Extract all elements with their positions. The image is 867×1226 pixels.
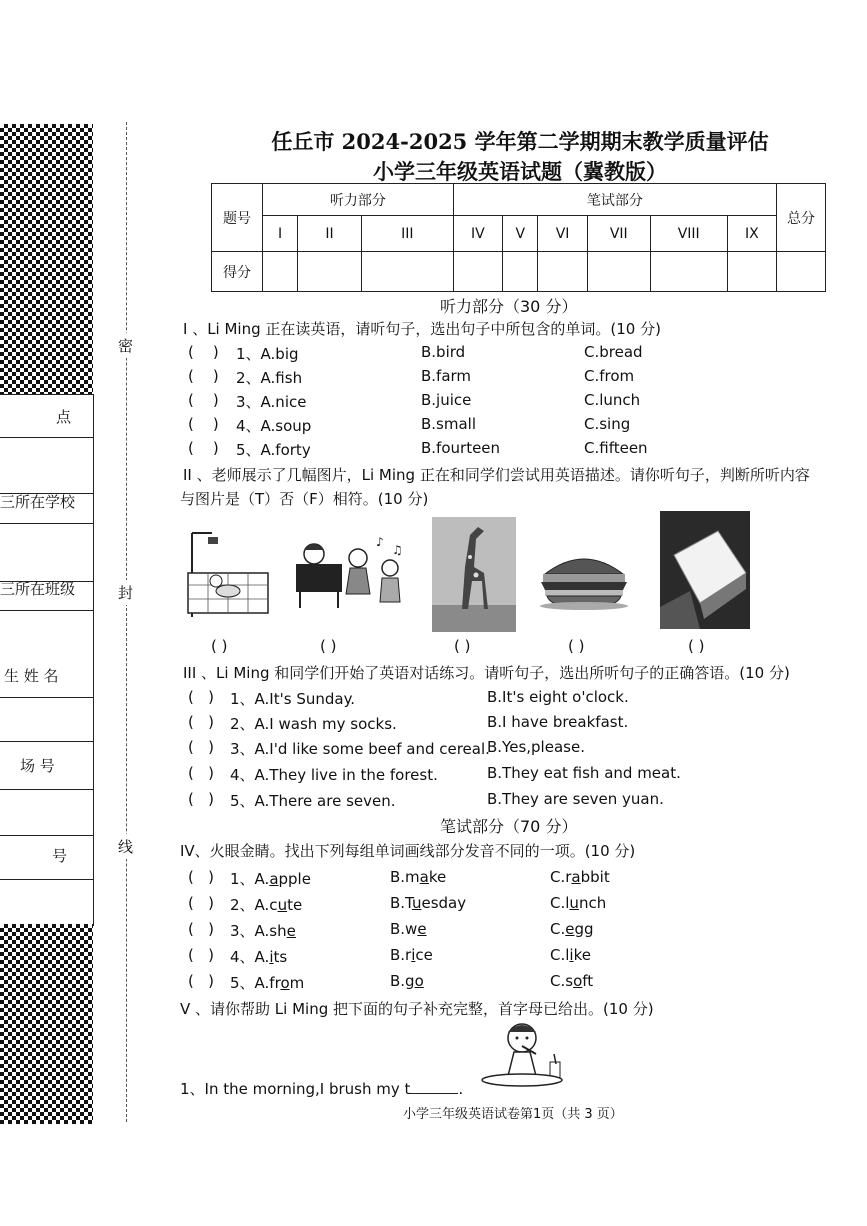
hamburger-picture bbox=[537, 540, 631, 612]
option-b: B.make bbox=[390, 868, 447, 886]
part2-instruction-line2: 与图片是（T）否（F）相符。(10 分) bbox=[180, 490, 429, 508]
option-b: B.They are seven yuan. bbox=[487, 790, 664, 808]
seal-char-feng: 封 bbox=[118, 580, 133, 605]
score-col-2: II bbox=[298, 216, 362, 252]
option-c: C.rabbit bbox=[550, 868, 610, 886]
list-item bbox=[188, 367, 219, 385]
score-cell[interactable] bbox=[650, 252, 727, 292]
score-cell[interactable] bbox=[361, 252, 453, 292]
option-c: C.lunch bbox=[584, 391, 641, 409]
student-info-box bbox=[0, 394, 94, 926]
score-cell[interactable] bbox=[587, 252, 650, 292]
part2-blank-4[interactable]: ( ) bbox=[568, 637, 585, 655]
part2-blank-5[interactable]: ( ) bbox=[688, 637, 705, 655]
answer-blank[interactable]: ( ) bbox=[188, 713, 215, 731]
option-c: C.sing bbox=[584, 415, 631, 433]
sidebar-label-point: 点 bbox=[56, 408, 72, 426]
answer-blank[interactable]: ( ) bbox=[188, 738, 215, 756]
option-b: B.juice bbox=[421, 391, 472, 409]
svg-text:♪: ♪ bbox=[376, 535, 384, 549]
page-footer: 小学三年级英语试卷第1页（共 3 页） bbox=[403, 1107, 623, 1122]
option-a: 5、A.There are seven. bbox=[230, 792, 396, 810]
option-c: C.lunch bbox=[550, 894, 607, 912]
svg-text:♫: ♫ bbox=[392, 543, 403, 557]
option-a: 3、A.I'd like some beef and cereal. bbox=[230, 740, 490, 758]
option-a: 3、A.nice bbox=[236, 393, 307, 411]
exam-title: 任丘市 2024-2025 学年第二学期期末教学质量评估 bbox=[271, 129, 769, 154]
part2-instruction-line1: II 、老师展示了几幅图片，Li Ming 正在和同学们尝试用英语描述。请你听句子，判断所听内容 bbox=[183, 466, 810, 484]
answer-blank[interactable]: ( ) bbox=[188, 367, 219, 385]
writing-heading: 笔试部分（70 分） bbox=[440, 817, 578, 836]
option-a: 2、A.I wash my socks. bbox=[230, 715, 397, 733]
option-a: 2、A.cute bbox=[230, 896, 303, 914]
boy-brushing-teeth-picture bbox=[478, 1018, 570, 1092]
option-b: B.small bbox=[421, 415, 477, 433]
score-col-5: V bbox=[503, 216, 538, 252]
seal-char-mi: 密 bbox=[118, 333, 133, 358]
option-c: C.like bbox=[550, 946, 591, 964]
sidebar-label-school: 三所在学校 bbox=[0, 493, 76, 511]
answer-blank[interactable]: ( ) bbox=[188, 415, 219, 433]
score-table bbox=[211, 183, 826, 292]
score-cell[interactable] bbox=[538, 252, 587, 292]
score-cell[interactable] bbox=[453, 252, 502, 292]
option-b: B.Tuesday bbox=[390, 894, 467, 912]
seal-char-xian: 线 bbox=[118, 834, 133, 859]
option-b: B.It's eight o'clock. bbox=[487, 688, 629, 706]
list-item bbox=[188, 415, 219, 433]
option-b: B.Yes,please. bbox=[487, 738, 585, 756]
answer-blank[interactable]: ( ) bbox=[188, 790, 215, 808]
answer-blank[interactable]: ( ) bbox=[188, 972, 215, 990]
option-a: 1、A.It's Sunday. bbox=[230, 690, 356, 708]
giraffe-picture bbox=[432, 517, 516, 632]
option-a: 4、A.soup bbox=[236, 417, 312, 435]
score-label-number: 题号 bbox=[212, 184, 263, 252]
score-col-1: I bbox=[263, 216, 298, 252]
option-a: 5、A.forty bbox=[236, 441, 311, 459]
option-c: C.bread bbox=[584, 343, 643, 361]
answer-blank[interactable]: ( ) bbox=[188, 894, 215, 912]
answer-blank[interactable]: ( ) bbox=[188, 764, 215, 782]
part2-blank-3[interactable]: ( ) bbox=[454, 637, 471, 655]
part5-question-1: 1、In the morning,I brush my t . bbox=[180, 1080, 464, 1098]
bathtub-picture bbox=[184, 525, 272, 620]
score-total-header: 总分 bbox=[777, 184, 826, 252]
option-a: 5、A.from bbox=[230, 974, 305, 992]
part5-instruction: V 、请你帮助 Li Ming 把下面的句子补充完整，首字母已给出。(10 分) bbox=[180, 1000, 654, 1018]
score-col-9: IX bbox=[727, 216, 776, 252]
part1-instruction: I 、Li Ming 正在读英语，请听句子，选出句子中所包含的单词。(10 分) bbox=[183, 320, 661, 338]
answer-blank[interactable] bbox=[410, 1093, 458, 1094]
option-a: 4、A.They live in the forest. bbox=[230, 766, 438, 784]
score-col-4: IV bbox=[453, 216, 502, 252]
score-cell[interactable] bbox=[503, 252, 538, 292]
score-cell[interactable] bbox=[263, 252, 298, 292]
score-col-7: VII bbox=[587, 216, 650, 252]
option-c: C.fifteen bbox=[584, 439, 648, 457]
exam-subtitle: 小学三年级英语试题（冀教版） bbox=[373, 159, 667, 184]
score-cell[interactable] bbox=[298, 252, 362, 292]
sidebar-label-class: 三所在班级 bbox=[0, 580, 76, 598]
list-item bbox=[188, 439, 219, 457]
option-c: C.soft bbox=[550, 972, 594, 990]
answer-blank[interactable]: ( ) bbox=[188, 439, 219, 457]
binding-pattern-bottom bbox=[0, 924, 93, 1124]
option-b: B.rice bbox=[390, 946, 433, 964]
answer-blank[interactable]: ( ) bbox=[188, 688, 215, 706]
option-c: C.from bbox=[584, 367, 635, 385]
option-a: 4、A.its bbox=[230, 948, 288, 966]
answer-blank[interactable]: ( ) bbox=[188, 868, 215, 886]
sidebar-label-name: 生 姓 名 bbox=[4, 667, 59, 685]
option-b: B.I have breakfast. bbox=[487, 713, 629, 731]
score-col-3: III bbox=[361, 216, 453, 252]
option-b: B.They eat fish and meat. bbox=[487, 764, 681, 782]
answer-blank[interactable]: ( ) bbox=[188, 946, 215, 964]
listening-heading: 听力部分（30 分） bbox=[440, 297, 578, 316]
answer-blank[interactable]: ( ) bbox=[188, 343, 219, 361]
score-col-6: VI bbox=[538, 216, 587, 252]
score-writing-header: 笔试部分 bbox=[453, 184, 776, 216]
list-item bbox=[188, 391, 219, 409]
part2-blank-1[interactable]: ( ) bbox=[211, 637, 228, 655]
option-a: 1、A.big bbox=[236, 345, 299, 363]
option-b: B.farm bbox=[421, 367, 472, 385]
list-item bbox=[188, 343, 219, 361]
option-b: B.go bbox=[390, 972, 424, 990]
bread-picture bbox=[660, 511, 750, 629]
sidebar-label-room: 场 号 bbox=[20, 757, 55, 775]
score-label-score: 得分 bbox=[212, 252, 263, 292]
option-a: 1、A.apple bbox=[230, 870, 311, 888]
score-listening-header: 听力部分 bbox=[263, 184, 454, 216]
answer-blank[interactable]: ( ) bbox=[188, 391, 219, 409]
sidebar-label-number: 号 bbox=[52, 847, 68, 865]
option-b: B.bird bbox=[421, 343, 466, 361]
option-a: 3、A.she bbox=[230, 922, 296, 940]
score-col-8: VIII bbox=[650, 216, 727, 252]
part3-instruction: III 、Li Ming 和同学们开始了英语对话练习。请听句子，选出所听句子的正确答语。(10 分) bbox=[183, 664, 790, 682]
score-cell[interactable] bbox=[727, 252, 776, 292]
option-c: C.egg bbox=[550, 920, 594, 938]
children-singing-picture bbox=[292, 532, 410, 612]
option-b: B.we bbox=[390, 920, 427, 938]
option-b: B.fourteen bbox=[421, 439, 501, 457]
part2-blank-2[interactable]: ( ) bbox=[320, 637, 337, 655]
seal-line bbox=[126, 122, 127, 1122]
score-cell[interactable] bbox=[777, 252, 826, 292]
option-a: 2、A.fish bbox=[236, 369, 303, 387]
part4-instruction: IV、火眼金睛。找出下列每组单词画线部分发音不同的一项。(10 分) bbox=[180, 842, 636, 860]
answer-blank[interactable]: ( ) bbox=[188, 920, 215, 938]
